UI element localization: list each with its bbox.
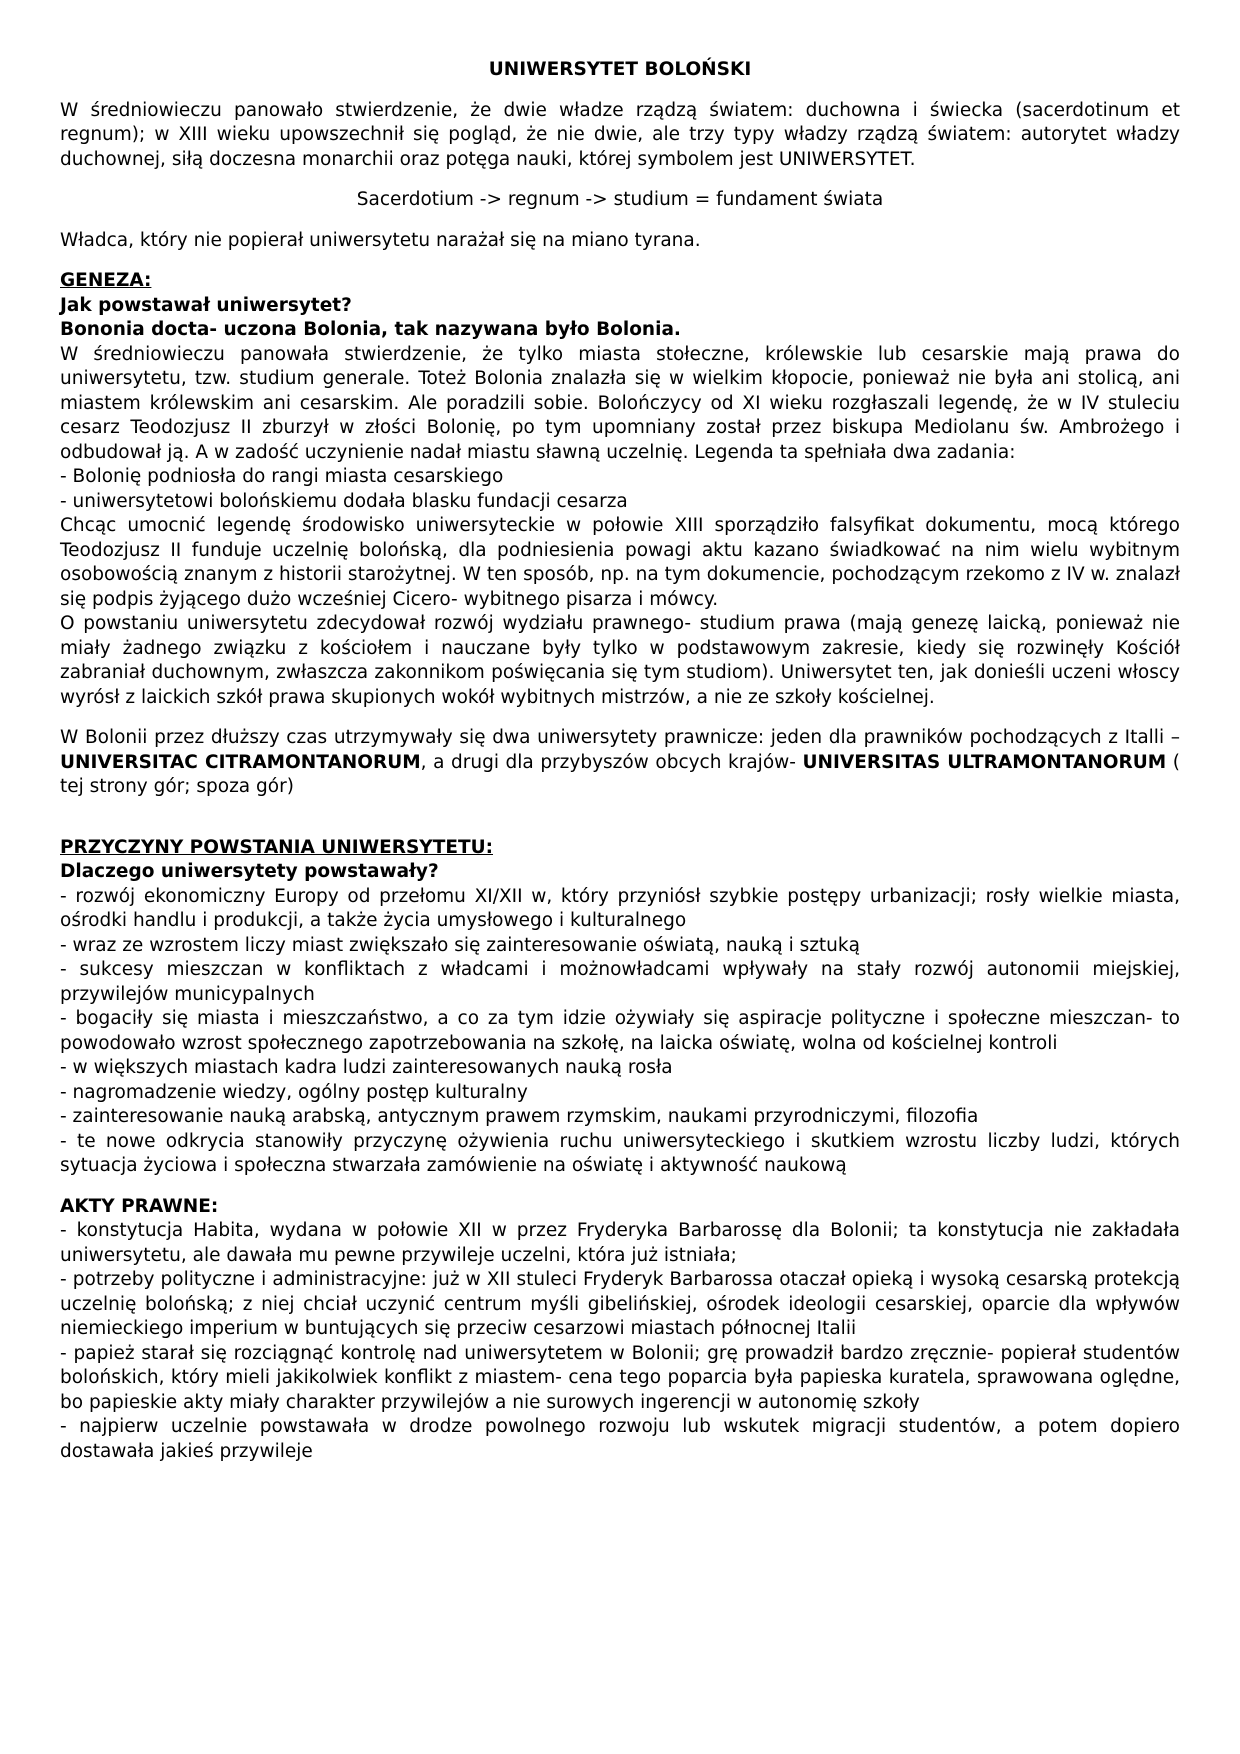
akty-item: - papież starał się rozciągnąć kontrolę nad uniwersytetem w Bolonii; grę prowadził bardzo zręcznie- popierał studentów bolońskich, który mieli jakikolwiek konflikt z miastem- cena tego poparcia była papieska kuratela, sprawowana oględne, bo papieskie akty miały charakter przywilejów a nie surowych ingerencji w autonomię szkoły bbox=[60, 1342, 1180, 1413]
przyczyny-item: - wraz ze wzrostem liczy miast zwiększało się zainteresowanie oświatą, nauką i sztuką bbox=[60, 934, 860, 956]
przyczyny-item: - w większych miastach kadra ludzi zainteresowanych nauką rosła bbox=[60, 1057, 673, 1078]
akty-heading: AKTY PRAWNE: bbox=[60, 1195, 219, 1217]
akty-item: - najpierw uczelnie powstawała w drodze powolnego rozwoju lub wskutek migracji studentów, a potem dopiero dostawała jakieś przywileje bbox=[60, 1416, 1180, 1462]
przyczyny-item: - nagromadzenie wiedzy, ogólny postęp kulturalny bbox=[60, 1081, 528, 1103]
p4-text-a: W Bolonii przez dłuższy czas utrzymywały się dwa uniwersytety prawnicze: jeden dla prawników pochodzących z Italli – bbox=[60, 727, 1180, 748]
przyczyny-item: - rozwój ekonomiczny Europy od przełomu XI/XII w, który przyniósł szybkie postępy urbanizacji; rosły wielkie miasta, ośrodki handlu i produkcji, a także życia umysłowego i kulturalnego bbox=[60, 885, 1180, 931]
geneza-paragraph-2: Chcąc umocnić legendę środowisko uniwersyteckie w połowie XIII sporządziło falsyfikat dokumentu, mocą którego Teodozjusz II funduje uczelnię bolońską, dla podniesienia powagi aktu kazano świadkować na nim wielu wybitnym osobowością znanym z historii starożytnej. W ten sposób, np. na tym dokumencie, pochodzącym rzekomo z IV w. znalazł się podpis żyjącego dużo wcześniej Cicero- wybitnego pisarza i mówcy. bbox=[60, 515, 1180, 610]
geneza-bullet-1: - Bolonię podniosła do rangi miasta cesarskiego bbox=[60, 466, 504, 487]
przyczyny-item: - bogaciły się miasta i mieszczaństwo, a co za tym idzie ożywiały się aspiracje polityczne i społeczne mieszczan- to powodowało wzrost społecznego zapotrzebowania na szkołę, na laicka oświatę, wolna od kościelnej kontroli bbox=[60, 1008, 1180, 1054]
geneza-heading: GENEZA: bbox=[60, 270, 152, 291]
geneza-question: Jak powstawał uniwersytet? bbox=[60, 294, 352, 316]
geneza-paragraph-4 bbox=[60, 726, 1180, 800]
geneza-subtitle: Bononia docta- uczona Bolonia, tak nazywana było Bolonia. bbox=[60, 319, 681, 340]
przyczyny-item: - zainteresowanie nauką arabską, antycznym prawem rzymskim, naukami przyrodniczymi, filozofia bbox=[60, 1106, 979, 1127]
przyczyny-item: - sukcesy mieszczan w konfliktach z władcami i możnowładcami wpływały na stały rozwój autonomii miejskiej, przywilejów municypalnych bbox=[60, 959, 1180, 1005]
przyczyny-item: - te nowe odkrycia stanowiły przyczynę ożywienia ruchu uniwersyteckiego i skutkiem wzrostu liczby ludzi, których sytuacja życiowa i społeczna stwarzała zamówienie na oświatę i aktywność naukową bbox=[60, 1130, 1180, 1176]
przyczyny-heading: PRZYCZYNY POWSTANIA UNIWERSYTETU: bbox=[60, 836, 493, 858]
geneza-bullet-2: - uniwersytetowi bolońskiemu dodała blasku fundacji cesarza bbox=[60, 490, 628, 512]
intro-paragraph: W średniowieczu panowało stwierdzenie, że dwie władze rządzą światem: duchowna i świecka (sacerdotinum et regnum); w XIII wieku upowszechnił się pogląd, że nie dwie, ale trzy typy władzy rządzą światem: autorytet władzy duchownej, siłą doczesna monarchii oraz potęga nauki, której symbolem jest UNIWERSYTET. bbox=[60, 99, 1180, 170]
ultramontanorum-term: UNIVERSITAS ULTRAMONTANORUM bbox=[802, 751, 1167, 773]
document-page bbox=[60, 58, 1180, 1464]
akty-item: - konstytucja Habita, wydana w połowie XII w przez Fryderyka Barbarossę dla Bolonii; ta konstytucja nie zakładała uniwersytetu, ale dawała mu pewne przywileje uczelni, która już istniała; bbox=[60, 1220, 1180, 1266]
p4-text-e: ( tej strony gór; spoza gór) bbox=[60, 751, 1180, 797]
citramontanorum-term: UNIVERSITAC CITRAMONTANORUM bbox=[60, 751, 421, 773]
akty-item: - potrzeby polityczne i administracyjne: już w XII stuleci Fryderyk Barbarossa otaczał opieką i wysoką cesarską protekcją uczelnię bolońską; z niej chciał uczynić centrum myśli gibelińskiej, ośrodek ideologii cesarskiej, oparcie dla wpływów niemieckiego imperium w buntujących się przeciw cesarzowi miastach północnej Italii bbox=[60, 1269, 1180, 1339]
p4-text-c: , a drugi dla przybyszów obcych krajów- bbox=[420, 751, 803, 773]
przyczyny-question: Dlaczego uniwersytety powstawały? bbox=[60, 861, 439, 882]
intro-paragraph-2: Władca, który nie popierał uniwersytetu narażał się na miano tyrana. bbox=[60, 229, 701, 251]
formula-line: Sacerdotium -> regnum -> studium = fundament świata bbox=[356, 189, 884, 210]
document-title: UNIWERSYTET BOLOŃSKI bbox=[488, 59, 752, 80]
geneza-paragraph-1: W średniowieczu panowała stwierdzenie, że tylko miasta stołeczne, królewskie lub cesarskie mają prawa do uniwersytetu, tzw. studium generale. Toteż Bolonia znalazła się w wielkim kłopocie, ponieważ nie była ani stolicą, ani miastem królewskim ani cesarskim. Ale poradzili sobie. Bolończycy od XI wieku rozgłaszali legendę, że w IV stuleciu cesarz Teodozjusz II zburzył w złości Bolonię, po tym upomniany został przez biskupa Mediolanu św. Ambrożego i odbudował ją. A w zadość uczynienie nadał miastu sławną uczelnię. Legenda ta spełniała dwa zadania: bbox=[60, 343, 1180, 463]
geneza-paragraph-3: O powstaniu uniwersytetu zdecydował rozwój wydziału prawnego- studium prawa (mają genezę laicką, ponieważ nie miały żadnego związku z kościołem i nauczane były tylko w podstawowym zakresie, kiedy się rozwinęły Kościół zabraniał duchownym, zwłaszcza zakonnikom poświęcania się tym studiom). Uniwersytet ten, jak donieśli uczeni włoscy wyrósł z laickich szkół prawa skupionych wokół wybitnych mistrzów, a nie ze szkoły kościelnej. bbox=[60, 613, 1180, 708]
